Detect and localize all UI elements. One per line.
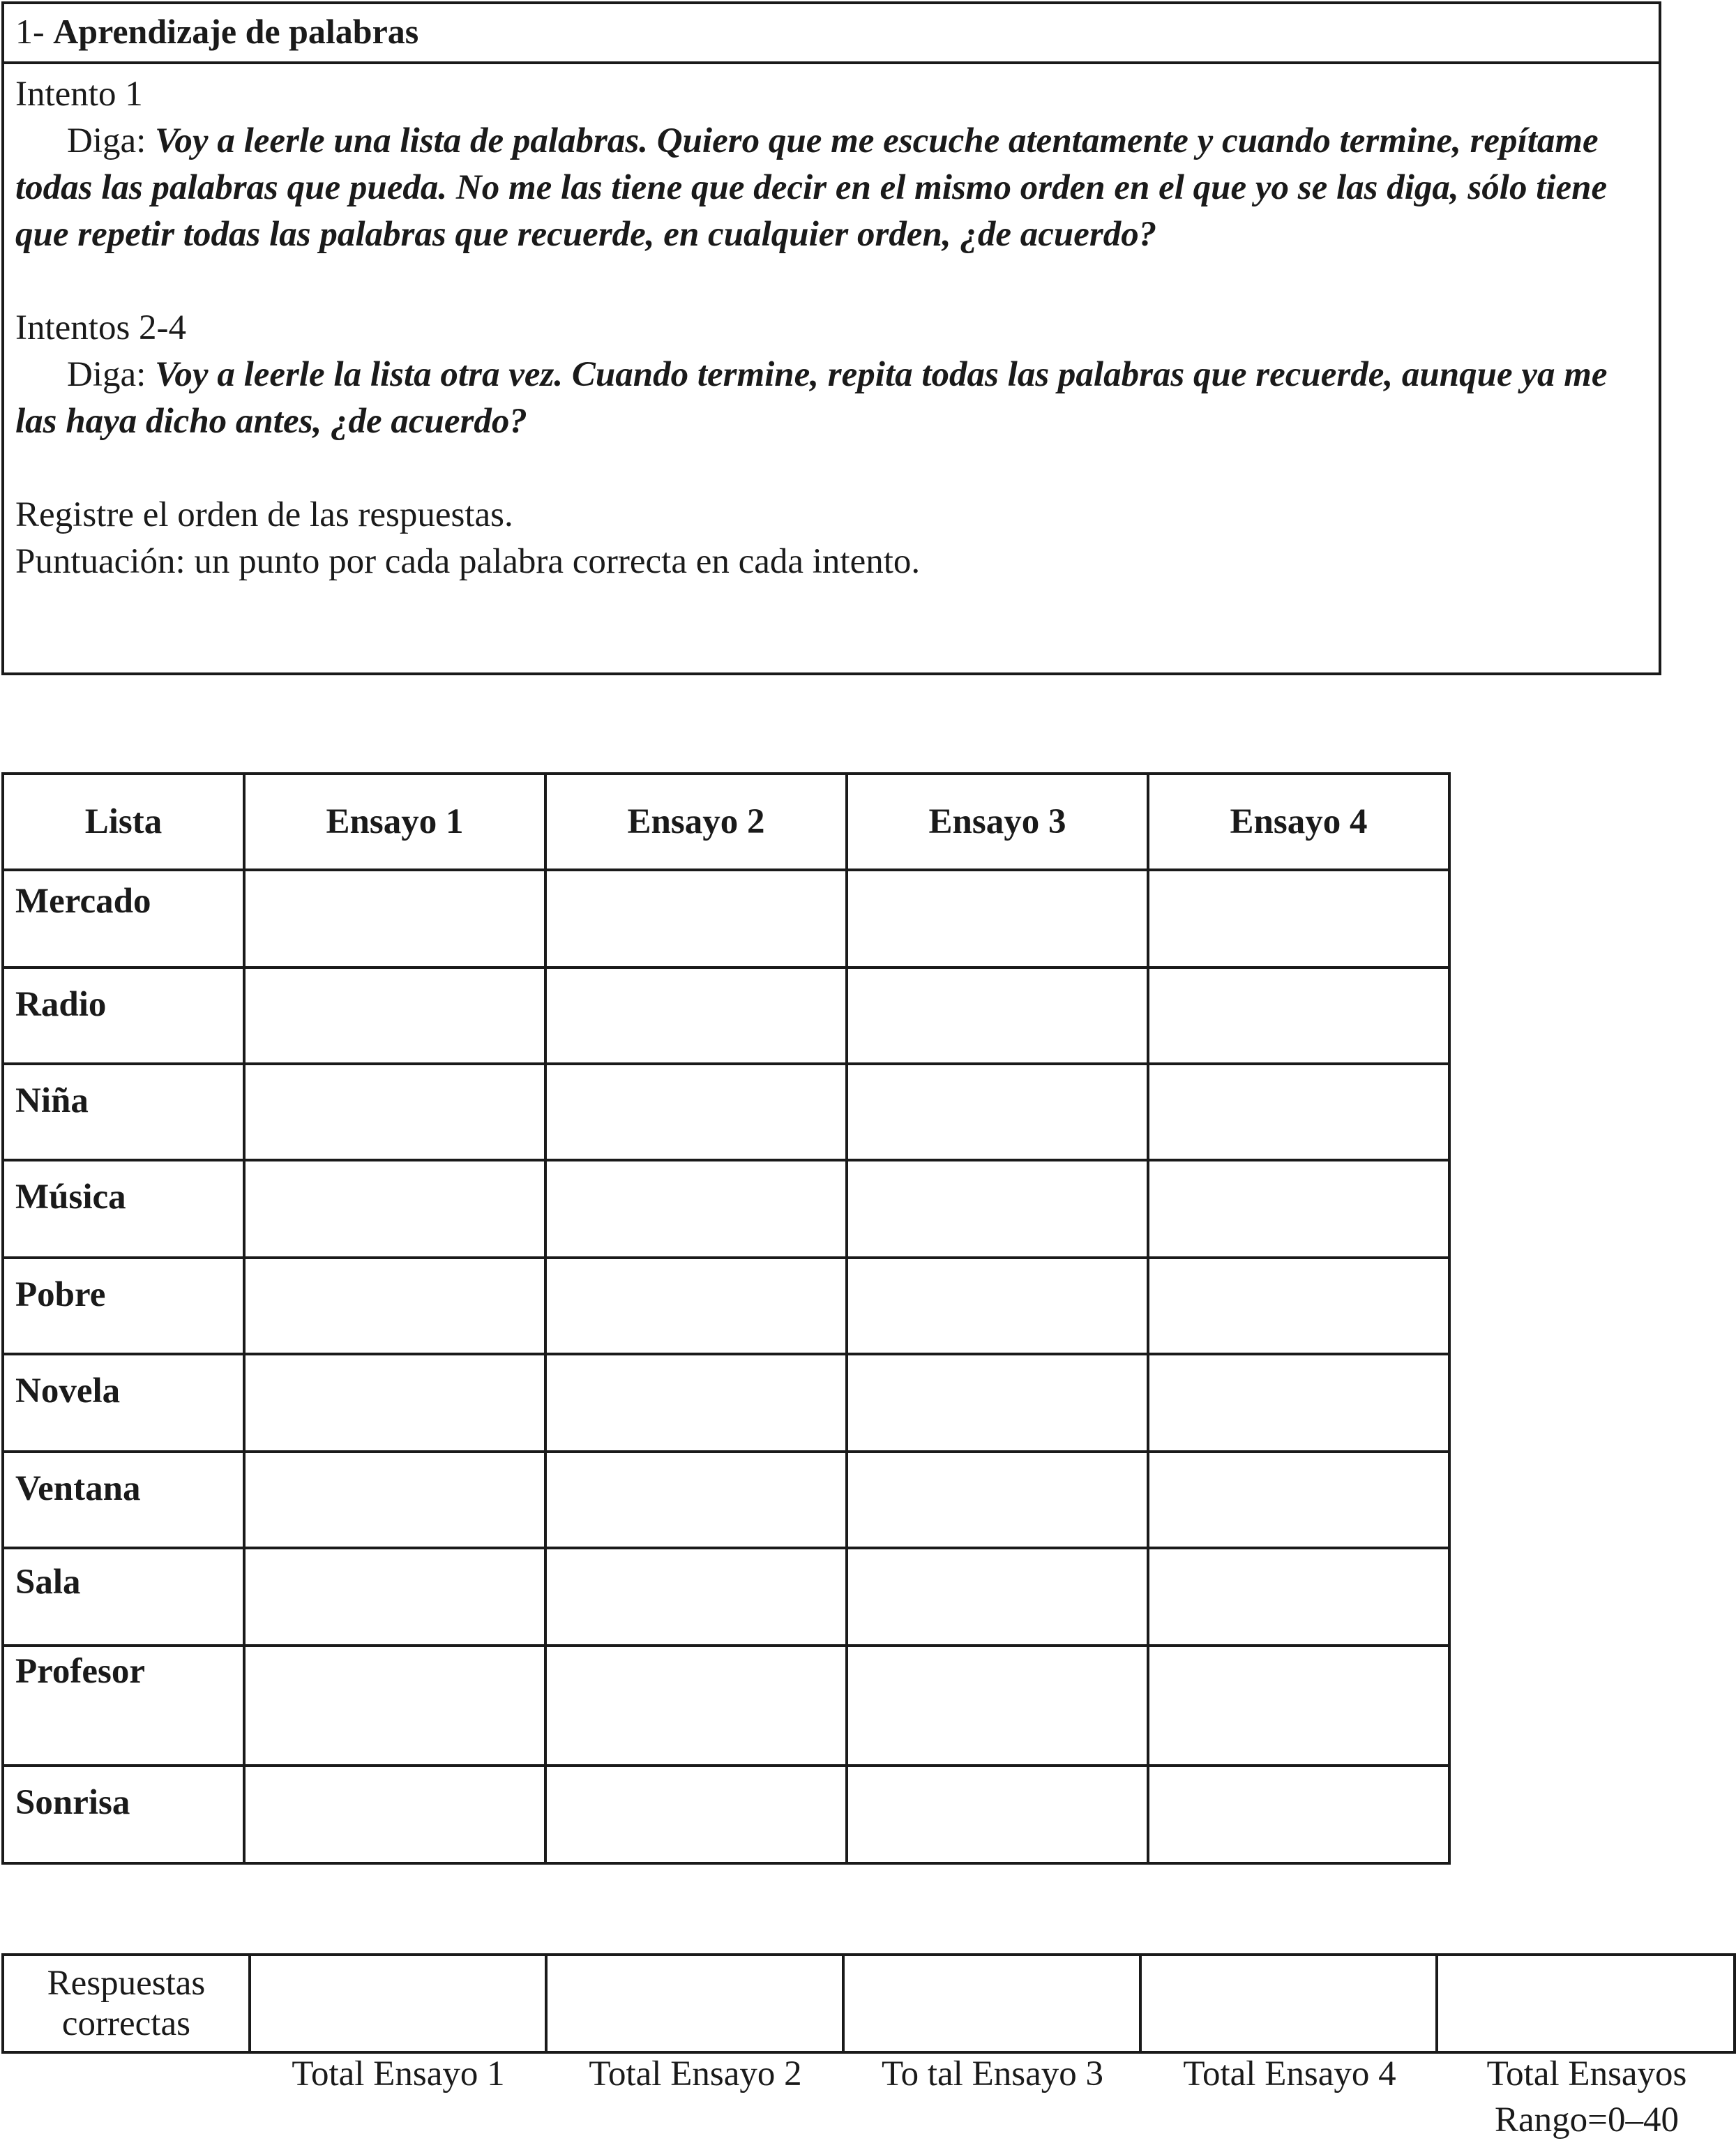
response-cell[interactable]	[1148, 1064, 1449, 1160]
response-cell[interactable]	[545, 1258, 847, 1354]
response-cell[interactable]	[244, 968, 545, 1064]
caption-total-ensayo-1: Total Ensayo 1	[292, 2054, 505, 2093]
header-lista: Lista	[3, 774, 244, 870]
word-cell: Novela	[3, 1354, 244, 1452]
response-cell[interactable]	[847, 1766, 1148, 1863]
response-cell[interactable]	[1148, 1258, 1449, 1354]
response-cell[interactable]	[1148, 1766, 1449, 1863]
response-cell[interactable]	[244, 1258, 545, 1354]
response-cell[interactable]	[847, 1548, 1148, 1646]
response-cell[interactable]	[545, 1160, 847, 1258]
response-cell[interactable]	[1148, 968, 1449, 1064]
response-cell[interactable]	[545, 1452, 847, 1548]
header-ensayo-2: Ensayo 2	[545, 774, 847, 870]
intentos24-heading: Intentos 2-4	[15, 308, 187, 347]
response-cell[interactable]	[1148, 1452, 1449, 1548]
intento1-say: Diga:	[67, 121, 146, 160]
word-cell: Profesor	[3, 1646, 244, 1766]
word-cell: Ventana	[3, 1452, 244, 1548]
word-cell: Sala	[3, 1548, 244, 1646]
response-cell[interactable]	[847, 1064, 1148, 1160]
header-ensayo-1: Ensayo 1	[244, 774, 545, 870]
register-note: Registre el orden de las respuestas.	[15, 495, 513, 534]
totals-table	[1, 1953, 1736, 2054]
intento1-paragraph	[15, 118, 1647, 258]
response-cell[interactable]	[1148, 1354, 1449, 1452]
response-cell[interactable]	[545, 1548, 847, 1646]
instructions-body	[4, 64, 1659, 585]
caption-total-ensayo-3: To tal Ensayo 3	[882, 2054, 1103, 2093]
response-cell[interactable]	[244, 1548, 545, 1646]
response-cell[interactable]	[847, 1354, 1148, 1452]
table-row	[3, 1646, 1449, 1766]
header-ensayo-4: Ensayo 4	[1148, 774, 1449, 870]
header-ensayo-3: Ensayo 3	[847, 774, 1148, 870]
total-ensayo-1-cell[interactable]	[250, 1955, 547, 2052]
word-cell: Música	[3, 1160, 244, 1258]
response-cell[interactable]	[545, 1646, 847, 1766]
table-row	[3, 1160, 1449, 1258]
section-number: 1-	[15, 12, 45, 51]
response-cell[interactable]	[545, 1064, 847, 1160]
totals-row	[3, 1955, 1735, 2052]
table-row	[3, 1548, 1449, 1646]
scoring-note: Puntuación: un punto por cada palabra correcta en cada intento.	[15, 542, 921, 581]
intento1-heading: Intento 1	[15, 75, 143, 114]
table-row	[3, 1064, 1449, 1160]
response-cell[interactable]	[545, 1766, 847, 1863]
word-cell: Pobre	[3, 1258, 244, 1354]
total-ensayo-3-cell[interactable]	[843, 1955, 1140, 2052]
intentos24-script: Voy a leerle la lista otra vez. Cuando termine, repita todas las palabras que recuerde, aunque ya me las haya dicho antes, ¿de acuerdo?	[15, 355, 1608, 441]
table-row	[3, 1766, 1449, 1863]
total-ensayo-4-cell[interactable]	[1140, 1955, 1437, 2052]
caption-total-ensayo-2: Total Ensayo 2	[589, 2054, 802, 2093]
word-cell: Niña	[3, 1064, 244, 1160]
intentos24-paragraph	[15, 352, 1647, 445]
table-row	[3, 1354, 1449, 1452]
word-cell: Sonrisa	[3, 1766, 244, 1863]
response-cell[interactable]	[847, 1646, 1148, 1766]
response-cell[interactable]	[847, 968, 1148, 1064]
table-row	[3, 1258, 1449, 1354]
response-cell[interactable]	[1148, 1548, 1449, 1646]
response-cell[interactable]	[244, 1646, 545, 1766]
caption-total-ensayo-4: Total Ensayo 4	[1183, 2054, 1396, 2093]
table-row	[3, 870, 1449, 968]
intentos24-say: Diga:	[67, 355, 146, 394]
caption-total-ensayos: Total Ensayos	[1486, 2054, 1687, 2093]
response-cell[interactable]	[847, 1452, 1148, 1548]
response-cell[interactable]	[847, 1160, 1148, 1258]
response-cell[interactable]	[1148, 870, 1449, 968]
table-row	[3, 968, 1449, 1064]
response-cell[interactable]	[1148, 1646, 1449, 1766]
word-cell: Radio	[3, 968, 244, 1064]
table-row	[3, 1452, 1449, 1548]
response-cell[interactable]	[244, 1064, 545, 1160]
instructions-box	[1, 1, 1661, 675]
total-ensayos-cell[interactable]	[1437, 1955, 1735, 2052]
response-cell[interactable]	[244, 1354, 545, 1452]
response-cell[interactable]	[244, 1160, 545, 1258]
section-title	[4, 4, 1659, 64]
range-note: Rango=0–40	[1495, 2100, 1679, 2140]
section-title-text: Aprendizaje de palabras	[53, 12, 419, 51]
correct-responses-label: Respuestas correctas	[3, 1955, 250, 2052]
response-cell[interactable]	[545, 870, 847, 968]
response-cell[interactable]	[545, 968, 847, 1064]
response-cell[interactable]	[244, 1452, 545, 1548]
total-ensayo-2-cell[interactable]	[546, 1955, 843, 2052]
word-list-table	[1, 772, 1451, 1865]
response-cell[interactable]	[545, 1354, 847, 1452]
table-header-row	[3, 774, 1449, 870]
response-cell[interactable]	[847, 1258, 1148, 1354]
intento1-script: Voy a leerle una lista de palabras. Quiero que me escuche atentamente y cuando termine, repítame todas las palabras que pueda. No me las tiene que decir en el mismo orden en el que yo se las diga, sólo tiene que repetir todas las palabras que recuerde, en cualquier orden, ¿de acuerdo?	[15, 121, 1608, 254]
response-cell[interactable]	[847, 870, 1148, 968]
response-cell[interactable]	[1148, 1160, 1449, 1258]
response-cell[interactable]	[244, 1766, 545, 1863]
response-cell[interactable]	[244, 870, 545, 968]
word-cell: Mercado	[3, 870, 244, 968]
